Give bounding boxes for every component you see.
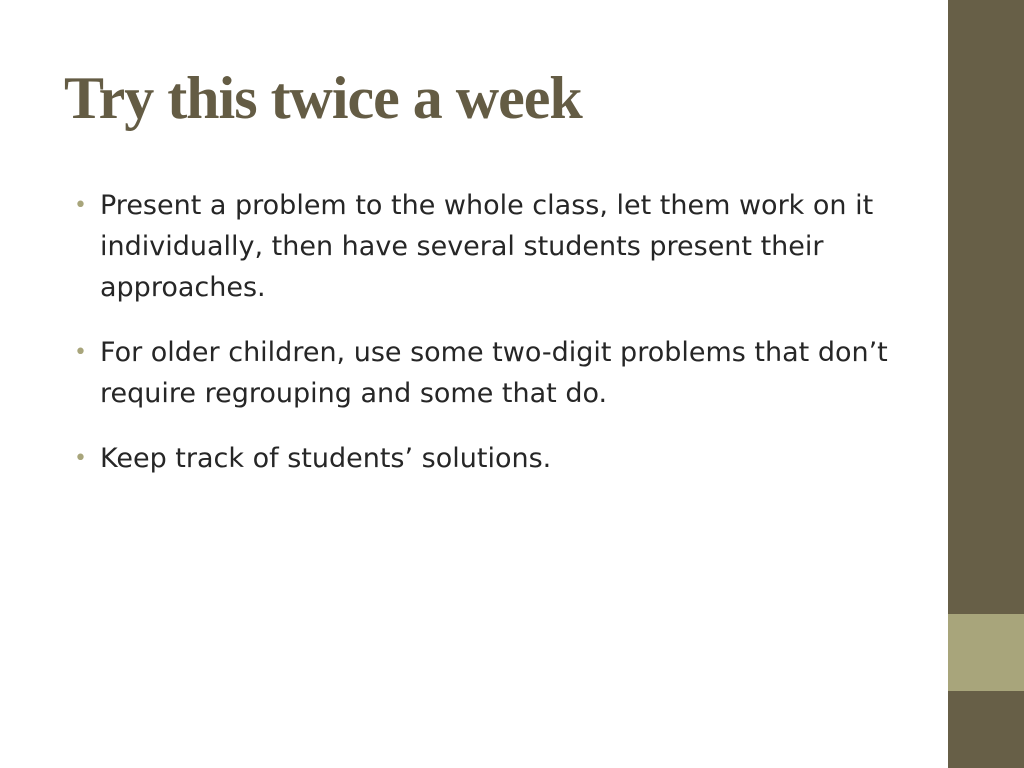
decorative-side-bar-accent [948,614,1024,691]
bullet-item [72,332,912,414]
slide-title: Try this twice a week [64,65,582,131]
bullet-icon: • [74,446,87,471]
bullet-icon: • [74,193,87,218]
bullet-text: For older children, use some two-digit problems that don’t require regrouping and some that do. [100,337,888,409]
bullet-text: Keep track of students’ solutions. [100,443,552,474]
bullet-item [72,185,912,308]
bullet-icon: • [74,340,87,365]
bullet-list [72,185,912,503]
bullet-item [72,438,912,479]
bullet-text: Present a problem to the whole class, let them work on it individually, then have several students present their approaches. [100,190,874,303]
